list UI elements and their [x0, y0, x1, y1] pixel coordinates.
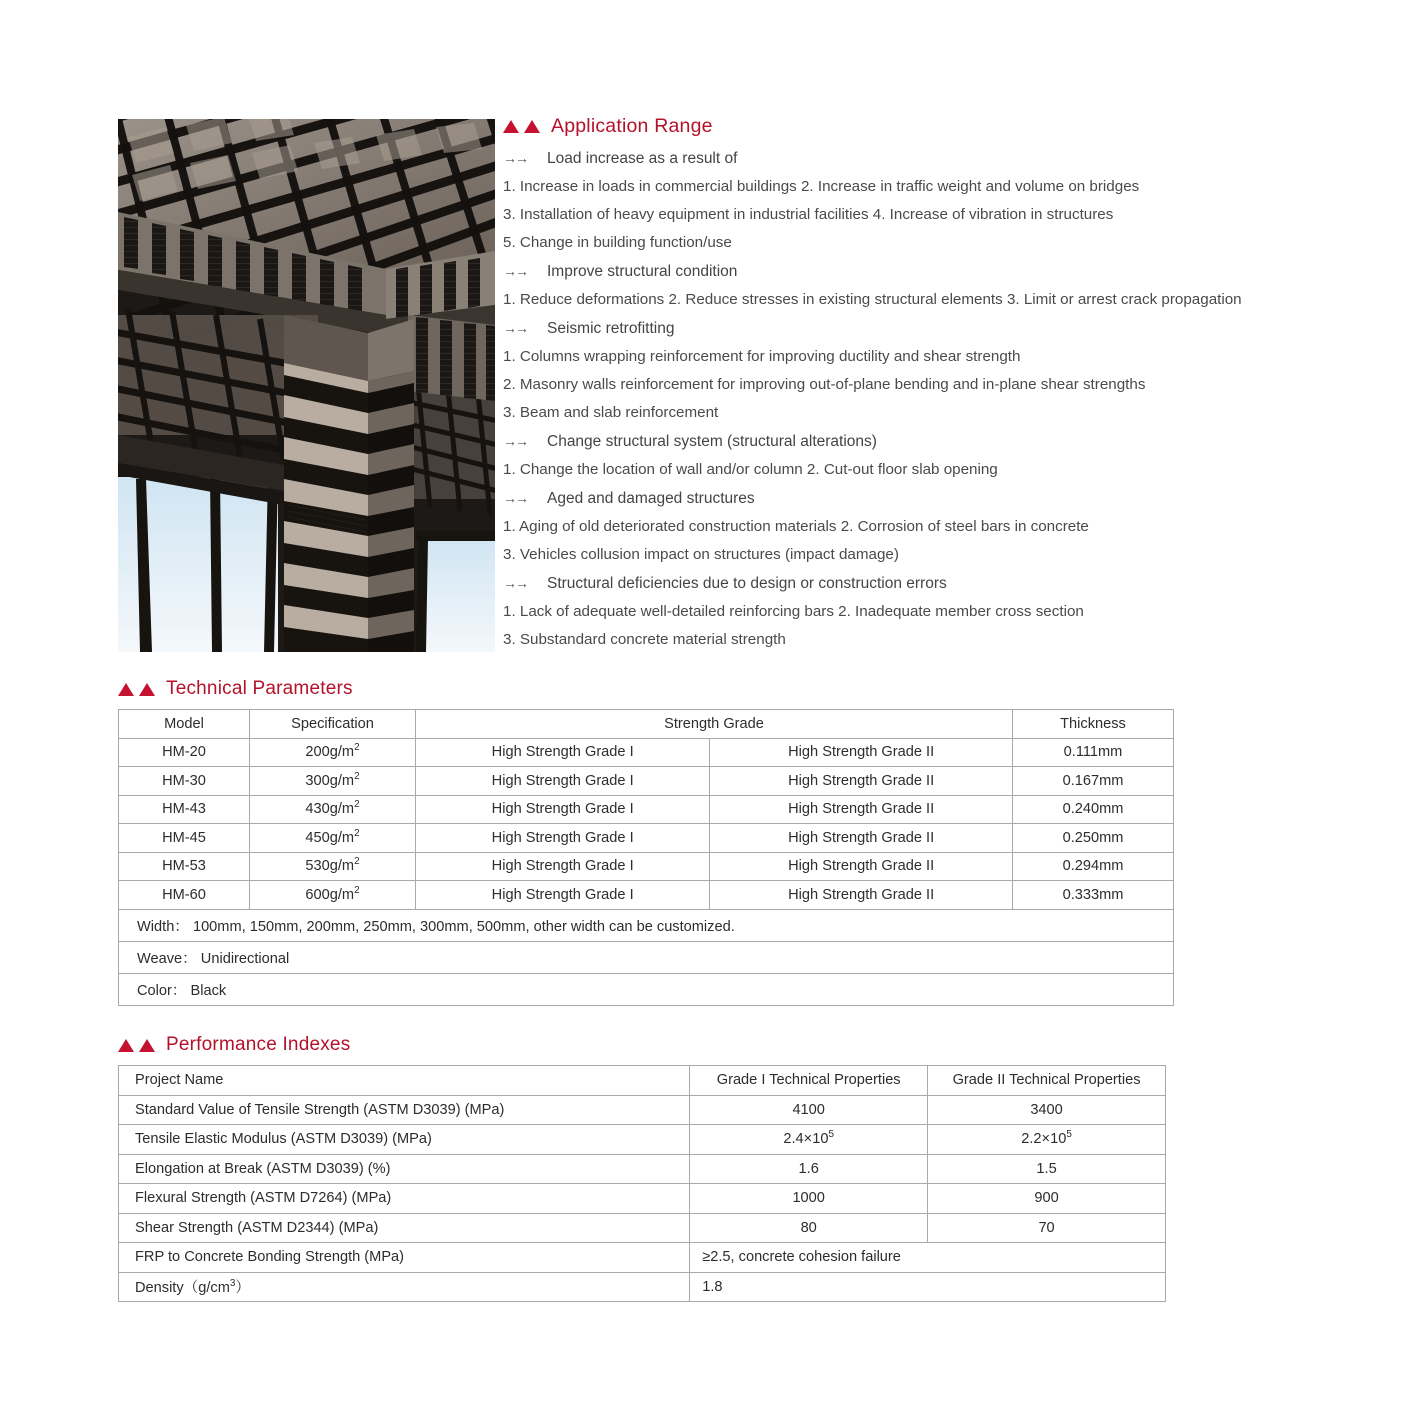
application-group-title-text: Load increase as a result of: [547, 150, 738, 167]
column-header: Strength Grade: [416, 710, 1013, 739]
cell-thickness: 0.167mm: [1013, 767, 1174, 796]
cell-grade-2-value: 70: [928, 1213, 1166, 1243]
technical-parameters-table: [118, 709, 1174, 1006]
application-item-line: 1. Columns wrapping reinforcement for improving ductility and shear strength: [503, 348, 1021, 365]
application-group-title: [503, 484, 1383, 513]
cell-thickness: 0.111mm: [1013, 738, 1174, 767]
cell-value-combined: 1.8: [690, 1272, 1166, 1302]
technical-parameters-heading: [118, 678, 1174, 700]
column-header: Thickness: [1013, 710, 1174, 739]
application-range-heading-text: Application Range: [551, 115, 713, 137]
table-row: [119, 1243, 1166, 1273]
column-header: Grade II Technical Properties: [928, 1066, 1166, 1096]
double-arrow-icon: →→: [503, 320, 527, 336]
cell-specification: $200g/m^2$: [250, 738, 416, 767]
cell-strength-grade-2: High Strength Grade II: [710, 767, 1013, 796]
cell-specification: $430g/m^2$: [250, 795, 416, 824]
column-header: Grade I Technical Properties: [690, 1066, 928, 1096]
cell-strength-grade-1: High Strength Grade I: [416, 738, 710, 767]
table-footer-row: [119, 909, 1174, 941]
table-footer-row: [119, 941, 1174, 973]
cell-strength-grade-1: High Strength Grade I: [416, 881, 710, 910]
table-row: [119, 795, 1174, 824]
application-item-line: 1. Increase in loads in commercial buildings 2. Increase in traffic weight and volume on bridges: [503, 178, 1140, 195]
application-group-title-text: Structural deficiencies due to design or construction errors: [547, 575, 947, 592]
application-range-section: [503, 115, 1383, 654]
cell-project-name: Standard Value of Tensile Strength (ASTM D3039) (MPa): [119, 1095, 690, 1125]
triangle-marker-icon: [118, 1039, 155, 1052]
column-header: Specification: [250, 710, 416, 739]
cell-grade-2-value: 900: [928, 1184, 1166, 1214]
table-row: [119, 1213, 1166, 1243]
application-item-line: 1. Aging of old deteriorated construction materials 2. Corrosion of steel bars in concrete: [503, 518, 1089, 535]
performance-indexes-table: [118, 1065, 1166, 1302]
double-arrow-icon: →→: [503, 490, 527, 506]
table-row: [119, 767, 1174, 796]
table-header-row: [119, 1066, 1166, 1096]
cell-grade-1-value: 1000: [690, 1184, 928, 1214]
table-row: [119, 1095, 1166, 1125]
performance-indexes-heading: [118, 1034, 1166, 1056]
application-item-line: 1. Change the location of wall and/or column 2. Cut-out floor slab opening: [503, 461, 998, 478]
cell-thickness: 0.333mm: [1013, 881, 1174, 910]
cell-grade-1-value: 4100: [690, 1095, 928, 1125]
application-item-line: 3. Vehicles collusion impact on structures (impact damage): [503, 546, 899, 563]
table-row: [119, 738, 1174, 767]
cell-thickness: 0.294mm: [1013, 852, 1174, 881]
application-item-line: 1. Lack of adequate well-detailed reinforcing bars 2. Inadequate member cross section: [503, 603, 1084, 620]
column-header: Project Name: [119, 1066, 690, 1096]
cell-specification: $450g/m^2$: [250, 824, 416, 853]
performance-indexes-heading-text: Performance Indexes: [166, 1034, 351, 1055]
footer-note: Width： 100mm, 150mm, 200mm, 250mm, 300mm, 500mm, other width can be customized.: [119, 909, 1174, 941]
cell-model: HM-45: [119, 824, 250, 853]
cell-project-name: Tensile Elastic Modulus (ASTM D3039) (MPa): [119, 1125, 690, 1155]
cell-value-combined: ≥2.5, concrete cohesion failure: [690, 1243, 1166, 1273]
application-group-title: [503, 427, 1383, 456]
double-arrow-icon: →→: [503, 150, 527, 166]
application-item-line: 2. Masonry walls reinforcement for improving out-of-plane bending and in-plane shear strengths: [503, 376, 1146, 393]
cell-strength-grade-2: High Strength Grade II: [710, 852, 1013, 881]
table-row: [119, 824, 1174, 853]
cell-model: HM-30: [119, 767, 250, 796]
cell-grade-1-value: 1.6: [690, 1154, 928, 1184]
double-arrow-icon: →→: [503, 433, 527, 449]
cell-strength-grade-2: High Strength Grade II: [710, 824, 1013, 853]
application-group-title: [503, 144, 1383, 173]
cell-model: HM-43: [119, 795, 250, 824]
table-footer-row: [119, 973, 1174, 1005]
cell-specification: $530g/m^2$: [250, 852, 416, 881]
application-group-title-text: Seismic retrofitting: [547, 320, 675, 337]
cell-specification: $300g/m^2$: [250, 767, 416, 796]
cell-grade-1-value: $2.4\times 10^5$: [690, 1125, 928, 1155]
cell-strength-grade-1: High Strength Grade I: [416, 767, 710, 796]
double-arrow-icon: →→: [503, 263, 527, 279]
cell-strength-grade-2: High Strength Grade II: [710, 738, 1013, 767]
cell-project-name: Flexural Strength (ASTM D7264) (MPa): [119, 1184, 690, 1214]
table-row: [119, 1125, 1166, 1155]
table-row: [119, 1154, 1166, 1184]
cell-grade-2-value: 3400: [928, 1095, 1166, 1125]
cell-thickness: 0.250mm: [1013, 824, 1174, 853]
table-row: [119, 1272, 1166, 1302]
cell-project-name: Elongation at Break (ASTM D3039) (%): [119, 1154, 690, 1184]
application-range-body: [503, 144, 1383, 654]
footer-note: Weave： Unidirectional: [119, 941, 1174, 973]
cell-strength-grade-1: High Strength Grade I: [416, 852, 710, 881]
application-group-title-text: Change structural system (structural alterations): [547, 433, 877, 450]
double-arrow-icon: →→: [503, 575, 527, 591]
cell-model: HM-53: [119, 852, 250, 881]
cell-model: HM-60: [119, 881, 250, 910]
cell-grade-2-value: 1.5: [928, 1154, 1166, 1184]
cell-project-name: $Density(g/cm^3)$: [119, 1272, 690, 1302]
technical-parameters-heading-text: Technical Parameters: [166, 678, 353, 699]
cell-strength-grade-1: High Strength Grade I: [416, 824, 710, 853]
column-header: Model: [119, 710, 250, 739]
application-range-heading: [503, 115, 1383, 138]
cell-strength-grade-2: High Strength Grade II: [710, 795, 1013, 824]
triangle-marker-icon: [118, 683, 155, 696]
cell-model: HM-20: [119, 738, 250, 767]
triangle-marker-icon: [503, 120, 540, 133]
cell-thickness: 0.240mm: [1013, 795, 1174, 824]
product-photo: [118, 119, 495, 652]
application-item-line: 3. Installation of heavy equipment in industrial facilities 4. Increase of vibration in structures: [503, 206, 1114, 223]
application-item-line: 1. Reduce deformations 2. Reduce stresses in existing structural elements 3. Limit or arrest crack propagation: [503, 291, 1242, 308]
application-group-title: [503, 569, 1383, 598]
application-group-title-text: Improve structural condition: [547, 263, 738, 280]
table-row: [119, 881, 1174, 910]
cell-strength-grade-2: High Strength Grade II: [710, 881, 1013, 910]
application-item-line: 5. Change in building function/use: [503, 234, 732, 251]
application-group-title: [503, 257, 1383, 286]
technical-parameters-section: [118, 678, 1174, 1006]
footer-note: Color： Black: [119, 973, 1174, 1005]
cell-project-name: FRP to Concrete Bonding Strength (MPa): [119, 1243, 690, 1273]
table-row: [119, 852, 1174, 881]
cell-grade-1-value: 80: [690, 1213, 928, 1243]
cell-project-name: Shear Strength (ASTM D2344) (MPa): [119, 1213, 690, 1243]
table-header-row: [119, 710, 1174, 739]
cell-specification: $600g/m^2$: [250, 881, 416, 910]
application-item-line: 3. Substandard concrete material strength: [503, 631, 786, 648]
application-group-title-text: Aged and damaged structures: [547, 490, 755, 507]
cell-grade-2-value: $2.2\times 10^5$: [928, 1125, 1166, 1155]
product-photo-illustration: [118, 119, 495, 652]
table-row: [119, 1184, 1166, 1214]
application-item-line: 3. Beam and slab reinforcement: [503, 404, 719, 421]
performance-indexes-section: [118, 1034, 1166, 1302]
cell-strength-grade-1: High Strength Grade I: [416, 795, 710, 824]
application-group-title: [503, 314, 1383, 343]
